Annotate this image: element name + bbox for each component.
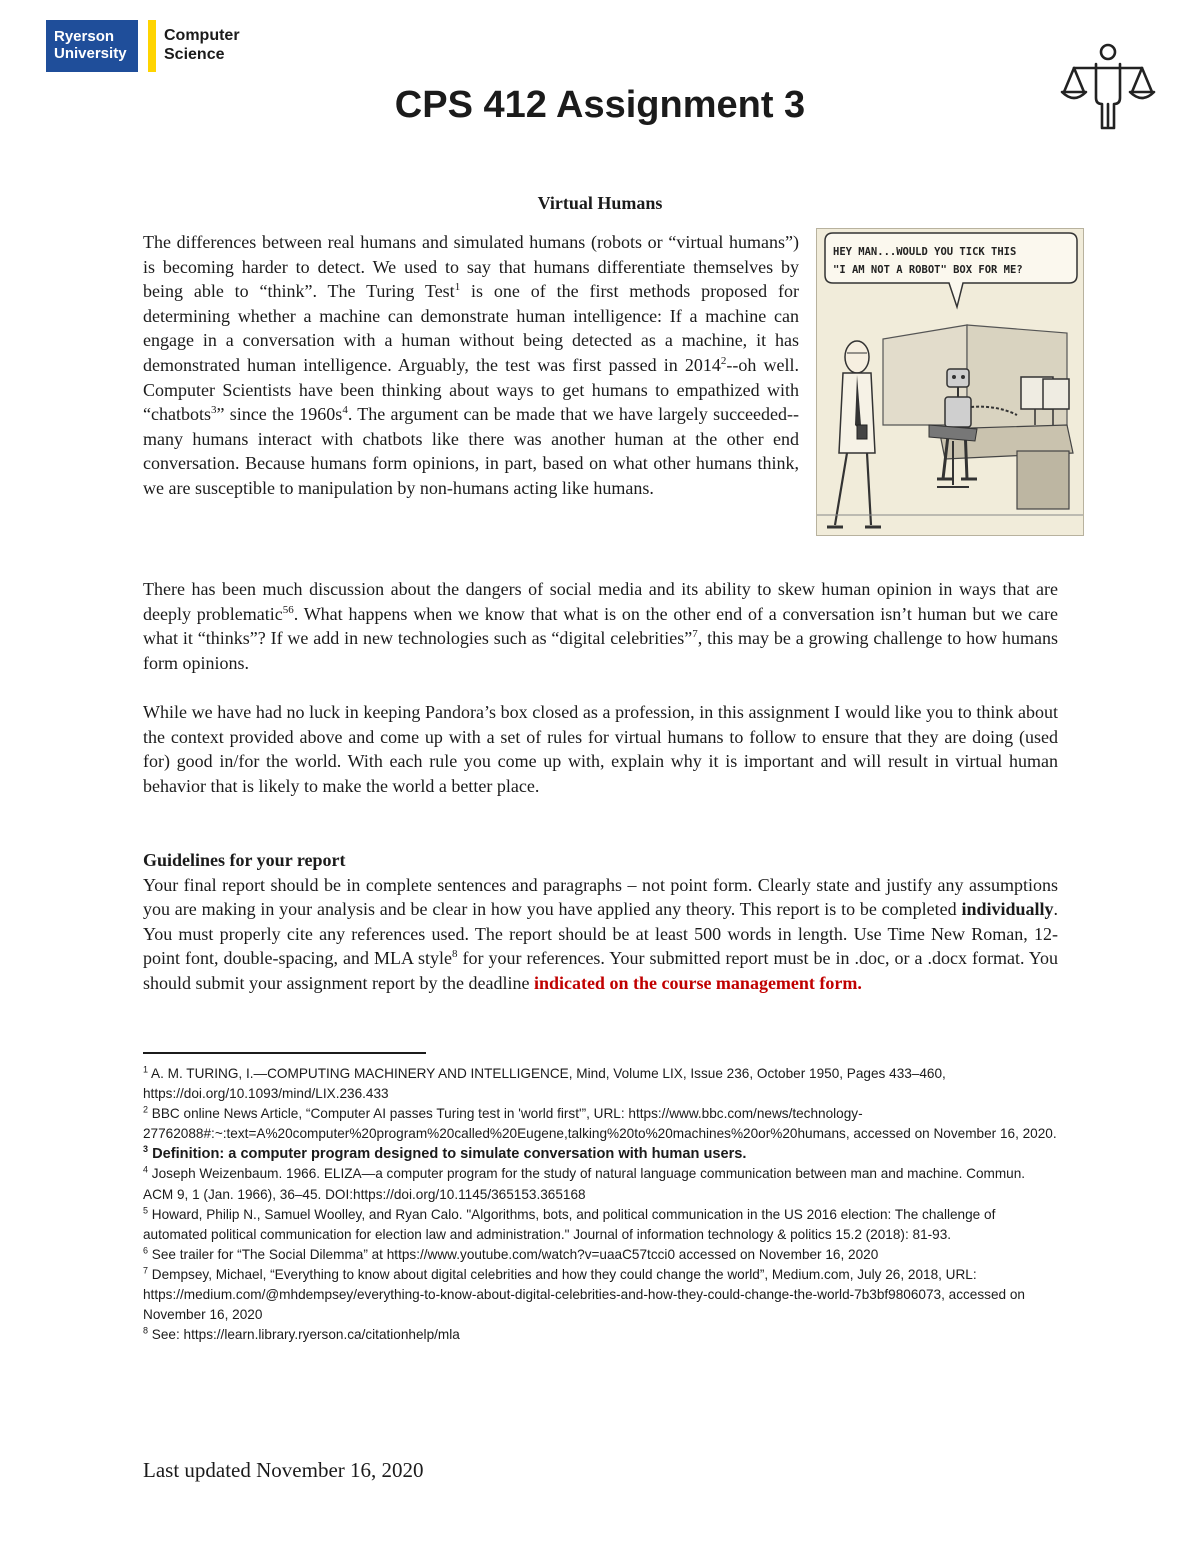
footnote-2 [143,1104,1058,1144]
text-run: The differences between real humans and simulated humans (robots or “virtual humans”) is becoming harder to detect. We used to say that humans differentiate themselves by being able to “think”. The Turing Test [143,232,799,302]
text-run: --oh well. Computer Scientists have been thinking about ways to get humans to empathized with “chatbots [143,354,799,425]
text-run: . What happens when we know that what is on the other end of a conversation isn’t human but we care what it “thinks”? If we add in new technologies such as “digital celebrities” [143,603,1058,649]
logo-line1: Ryerson [54,28,115,45]
footnote-text: Definition: a computer program designed to simulate conversation with human users. [152,1146,747,1163]
guidelines-heading: Guidelines for your report [143,850,346,870]
footnote-text: A. M. TURING, I.—COMPUTING MACHINERY AND INTELLIGENCE, Mind, Volume LIX, Issue 236, October 1950, Pages 433–460, https://doi.org/10.1093/mind/LIX.236.433 [143,1066,946,1102]
footnote-6 [143,1245,1058,1265]
footnote-number: 6 [143,1245,149,1256]
text-run: Your final report should be in complete sentences and paragraphs – not point form. Clearly state and justify any assumptions you are making in your analysis and be clear in how you have applied any theory. This report is to be completed [143,874,1058,920]
text-run: is one of the first methods proposed for determining whether a machine can demonstrate human intelligence: If a machine can engage in a conversation with a human without being detected as a machine, it has demonstrated human intelligence. Arguably, the test was first passed in 2014 [143,281,799,375]
footnote-3 [143,1144,1058,1164]
footnote-ref: 7 [692,628,698,641]
footnote-text: BBC online News Article, “Computer AI passes Turing test in 'world first'”, URL: https://www.bbc.com/news/technology-27762088#:~:text=A%20computer%20program%20called%20Eugene,talking%20to%20machines%20or%20humans, accessed on November 16, 2020. [143,1106,1057,1142]
text-run: ” since the 1960s [216,404,343,425]
footnote-number: 5 [143,1205,149,1216]
footnotes-list [143,1064,1058,1345]
last-updated-footer: Last updated November 16, 2020 [143,1458,424,1482]
speech-line1: HEY MAN...WOULD YOU TICK THIS [833,246,1017,258]
footnote-ref: 1 [454,281,461,294]
intro-paragraph [143,230,799,501]
text-run: for your references. Your submitted report must be in .doc, or a .docx format. You should submit your assignment report by the deadline [143,948,1058,993]
text-run: . You must properly cite any references used. The report should be at least 500 words in length. Use Time New Roman, 12-point font, double-spacing, and MLA style [143,899,1058,969]
footnote-ref: 8 [452,948,458,961]
footnote-number: 2 [143,1104,149,1115]
footnote-text: See: https://learn.library.ryerson.ca/citationhelp/mla [151,1327,460,1343]
dept-line2: Science [164,46,225,63]
footnote-7 [143,1265,1058,1325]
logo-yellow-bar [148,20,156,72]
footnote-number: 1 [143,1064,149,1075]
text-run: , this may be a growing challenge to how humans form opinions. [143,628,1058,673]
footnote-ref: 3 [210,404,217,417]
dept-line1: Computer [164,27,240,44]
social-media-paragraph [143,577,1058,675]
footnote-number: 4 [143,1164,149,1175]
assignment-paragraph: While we have had no luck in keeping Pandora’s box closed as a profession, in this assignment I would like you to think about the context provided above and come up with a set of rules for virtual humans to follow to ensure that they are doing (used for) good in/for the world. With each rule you come up with, explain why it is important and will result in virtual human behavior that is likely to make the world a better place. [143,702,1058,796]
footnote-number: 8 [143,1325,149,1336]
text-run: . The argument can be made that we have largely succeeded--many humans interact with chatbots like there was another human at the other end conversation. Because humans form opinions, in part, based on what other humans think, we are susceptible to manipulation by non-humans acting like humans. [143,404,800,498]
footnote-ref: 2 [720,354,727,367]
speech-line2: "I AM NOT A ROBOT" BOX FOR ME? [833,264,1023,276]
department-name [164,20,240,72]
footnote-number: 3 [143,1144,149,1155]
footnote-text: Howard, Philip N., Samuel Woolley, and Ryan Calo. "Algorithms, bots, and political communication in the US 2016 election: The challenge of automated political communication for election law and administration." Journal of information technology & politics 15.2 (2018): 81-93. [143,1206,996,1242]
footnote-4 [143,1164,1058,1204]
footnote-divider [143,1052,426,1054]
footnote-text: Joseph Weizenbaum. 1966. ELIZA—a computer program for the study of natural language communication between man and machine. Commun. ACM 9, 1 (Jan. 1966), 36–45. DOI:https://doi.org/10.1145/365153.365168 [143,1166,1026,1202]
robot-comic-image [816,228,1084,536]
footnote-text: Dempsey, Michael, “Everything to know about digital celebrities and how they could change the world”, Medium.com, July 26, 2018, URL: https://medium.com/@mhdempsey/everything-to-know-about-digital-celebrities-and-how-they-could-change-the-world-7b3bf9806073, accessed on November 16, 2020 [143,1266,1025,1323]
footnote-number: 7 [143,1265,149,1276]
text-run: There has been much discussion about the dangers of social media and its ability to skew human opinion in ways that are deeply problematic [143,579,1058,624]
ryerson-logo-block [46,20,138,72]
page-title: CPS 412 Assignment 3 [394,84,806,126]
guidelines-section [143,848,1058,996]
guidelines-paragraph [143,873,1058,996]
footnote-1 [143,1064,1058,1104]
footnote-text: See trailer for “The Social Dilemma” at https://www.youtube.com/watch?v=uaaC57tcci0 accessed on November 16, 2020 [151,1246,879,1262]
deadline-highlight: indicated on the course management form. [533,972,862,993]
ryerson-cs-logo [46,20,240,72]
footnote-5 [143,1205,1058,1245]
footnote-ref: 56 [282,603,294,616]
footnote-8 [143,1325,1058,1345]
emphasis-individually: individually [961,899,1054,920]
section-subtitle: Virtual Humans [537,193,663,213]
logo-line2: University [54,45,127,62]
footnote-ref: 4 [342,404,348,417]
